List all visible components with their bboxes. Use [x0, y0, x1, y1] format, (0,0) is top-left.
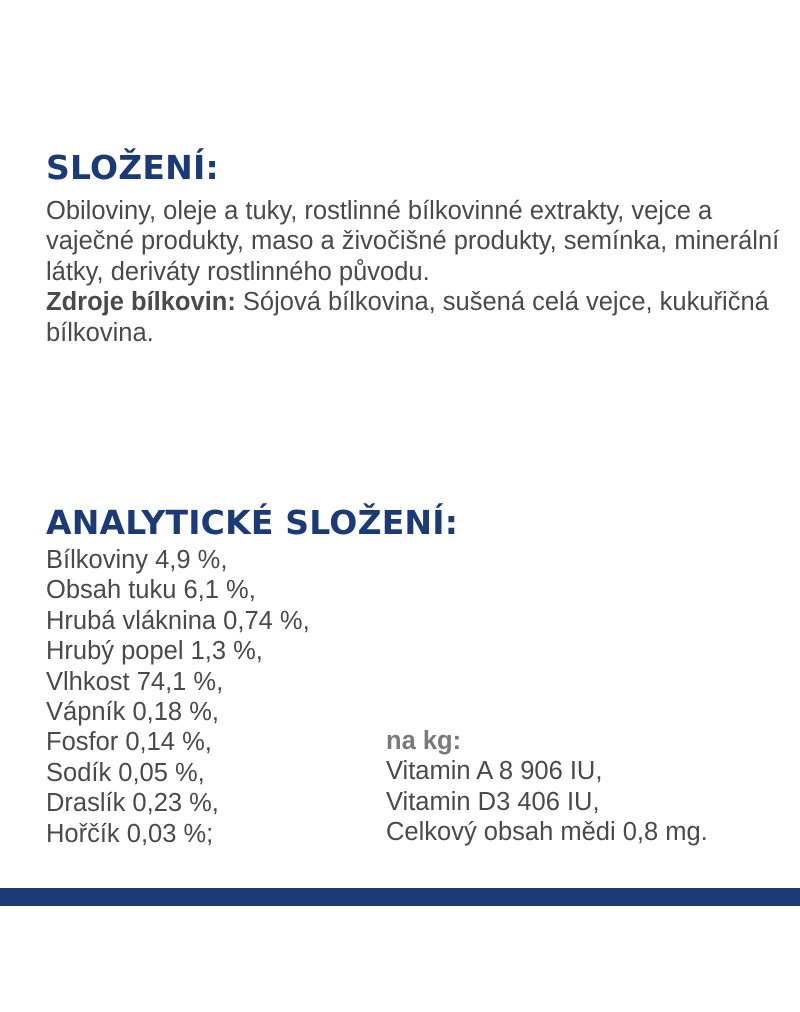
- analytical-item-fibre: Hrubá vláknina 0,74 %,: [46, 606, 310, 635]
- per-kg-item-copper: Celkový obsah mědi 0,8 mg.: [386, 818, 708, 847]
- protein-sources-text: Sójová bílkovina, sušená celá vejce, kukuřičná bílkovina.: [46, 288, 769, 347]
- per-kg-item-vitamin-a: Vitamin A 8 906 IU,: [386, 757, 603, 786]
- per-kg-item-vitamin-d3: Vitamin D3 406 IU,: [386, 787, 600, 816]
- analytical-item-sodium: Sodík 0,05 %,: [46, 758, 205, 787]
- per-kg-list: [386, 756, 708, 847]
- analytical-item-protein: Bílkoviny 4,9 %,: [46, 546, 228, 574]
- protein-sources: [46, 287, 786, 348]
- composition-section: [46, 196, 786, 348]
- analytical-item-phosphorus: Fosfor 0,14 %,: [46, 728, 212, 757]
- analytical-item-potassium: Draslík 0,23 %,: [46, 789, 219, 818]
- analytical-item-fat: Obsah tuku 6,1 %,: [46, 576, 256, 605]
- analytical-heading: ANALYTICKÉ SLOŽENÍ:: [46, 503, 459, 542]
- analytical-item-ash: Hrubý popel 1,3 %,: [46, 637, 263, 666]
- analytical-item-moisture: Vlhkost 74,1 %,: [46, 667, 224, 696]
- per-kg-heading: na kg:: [386, 727, 462, 755]
- protein-sources-label: Zdroje bílkovin:: [46, 288, 236, 317]
- footer-bar: [0, 888, 800, 906]
- analytical-list: [46, 545, 310, 849]
- analytical-item-magnesium: Hořčík 0,03 %;: [46, 819, 214, 848]
- ingredients-text: Obiloviny, oleje a tuky, rostlinné bílkovinné extrakty, vejce a vaječné produkty, maso a živočišné produkty, semínka, minerální látky, deriváty rostlinného původu.: [46, 197, 780, 286]
- composition-heading: SLOŽENÍ:: [46, 148, 219, 187]
- analytical-item-calcium: Vápník 0,18 %,: [46, 698, 219, 727]
- per-kg-section: [386, 726, 708, 848]
